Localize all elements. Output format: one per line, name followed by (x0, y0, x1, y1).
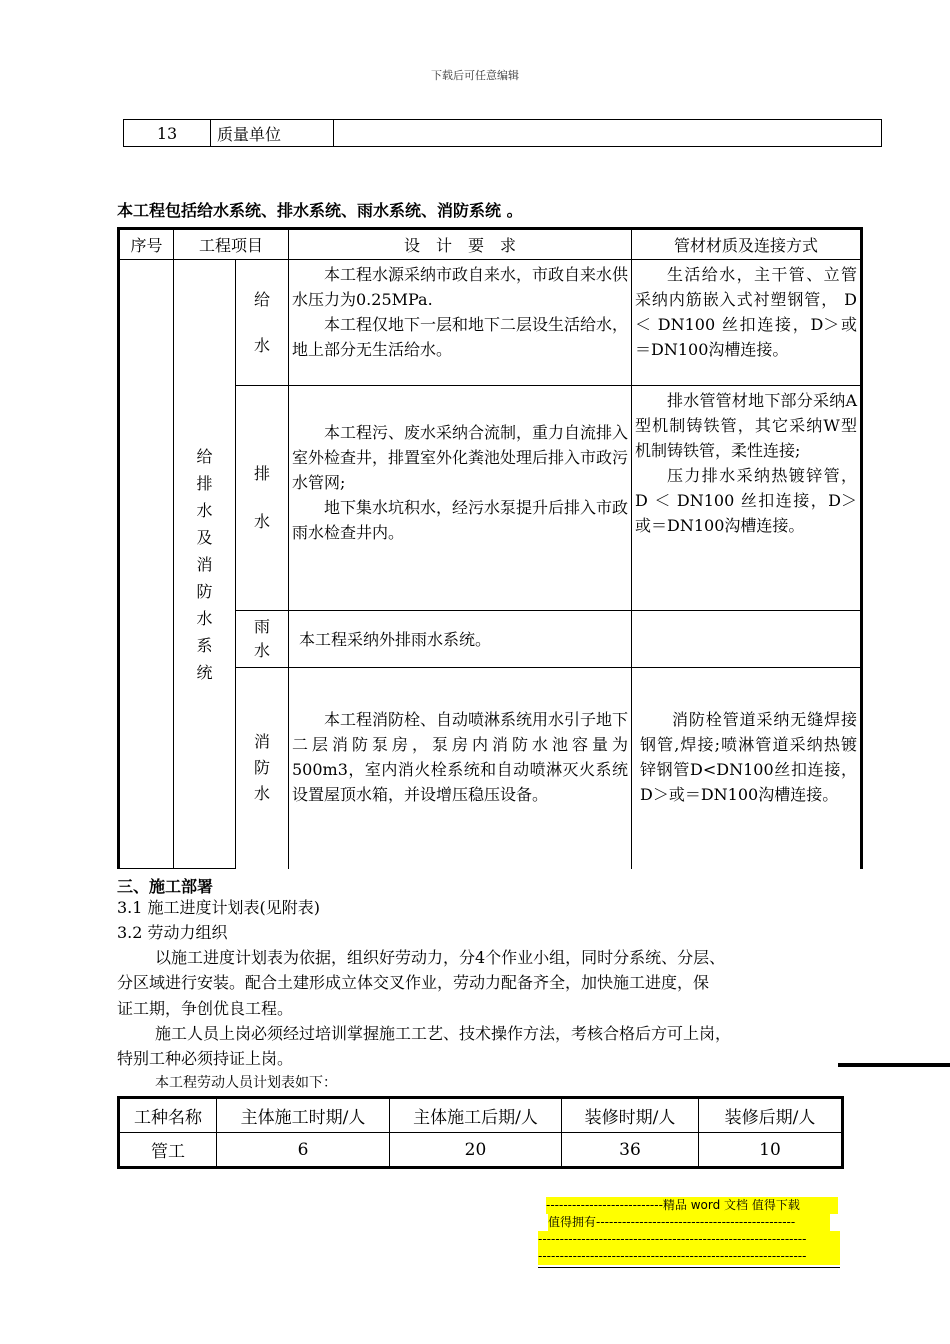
label-char: 水 (253, 784, 270, 804)
design-fire-water (289, 668, 632, 869)
material-rainwater (632, 611, 862, 668)
header-material: 管材材质及连接方式 (632, 229, 862, 260)
paragraph-line: 施工人员上岗必须经过培训掌握施工工艺、技术操作方法，考核合格后方可上岗， (155, 1024, 732, 1043)
group-char: 统 (196, 662, 213, 682)
labor-header: 工种名称 (119, 1098, 217, 1133)
header-design: 设 计 要 求 (289, 229, 632, 260)
label-char: 排 (253, 464, 270, 483)
paragraph-line: 分区域进行安装。配合土建形成立体交叉作业，劳动力配备齐全，加快施工进度，保 (117, 973, 710, 992)
row-label-water-supply (236, 260, 289, 386)
scope-heading: 本工程包括给水系统、排水系统、雨水系统、消防系统 。 (117, 201, 523, 220)
subsection-schedule: 3.1 施工进度计划表(见附表) (117, 898, 321, 917)
labor-intro: 本工程劳动人员计划表如下： (155, 1075, 337, 1091)
design-paragraph: 本工程消防栓、自动喷淋系统用水引子地下二层消防泵房，泵房内消防水池容量为500m3，室内消火栓系统和自动喷淋灭火系统设置屋顶水箱，并设增压稳压设备。 (292, 710, 629, 805)
material-paragraph: 排水管管材地下部分采纳A型机制铸铁管，其它采纳W型机制铸铁管，柔性连接; (635, 391, 857, 460)
system-design-table (117, 227, 863, 869)
row-number: 13 (124, 120, 211, 147)
group-char: 排 (196, 473, 213, 493)
promo-line: 值得拥有---------------------------------------------- (548, 1214, 830, 1231)
promo-block (538, 1197, 840, 1268)
row-item: 质量单位 (211, 120, 334, 147)
labor-cell: 6 (217, 1133, 390, 1168)
label-char: 水 (253, 641, 270, 660)
group-char: 水 (196, 500, 213, 520)
design-paragraph: 本工程水源采纳市政自来水，市政自来水供水压力为0.25MPa. (292, 265, 629, 309)
design-paragraph: 本工程污、废水采纳合流制，重力自流排入室外检查井，排置室外化粪池处理后排入市政污水管网; (292, 422, 629, 492)
labor-header: 装修时期/人 (562, 1098, 699, 1133)
promo-line: -------------------------------------------------------------- (538, 1248, 840, 1265)
label-char: 水 (253, 512, 270, 531)
paragraph-line: 以施工进度计划表为依据，组织好劳动力，分4个作业小组，同时分系统、分层、 (155, 948, 726, 967)
group-char: 消 (196, 554, 213, 574)
group-char: 给 (196, 446, 213, 466)
label-char: 雨 (253, 617, 270, 636)
promo-line: ---------------------------精品 word 文档 值得下载 (546, 1197, 838, 1214)
labor-plan-table (117, 1096, 844, 1169)
group-char: 及 (196, 527, 213, 547)
material-paragraph: 生活给水，主干管、立管采纳内筋嵌入式衬塑钢管， D ＜ DN100 丝扣连接，D＞或＝DN100沟槽连接。 (635, 265, 857, 359)
material-paragraph: 消防栓管道采纳无缝焊接钢管,焊接;喷淋管道采纳热镀锌钢管D<DN100丝扣连接，D＞或＝DN100沟槽连接。 (640, 710, 857, 805)
group-label (174, 260, 236, 869)
labor-cell: 20 (390, 1133, 562, 1168)
design-water-supply (289, 260, 632, 386)
margin-bar (838, 1063, 950, 1067)
label-char: 给 (253, 289, 270, 309)
labor-cell: 10 (699, 1133, 843, 1168)
paragraph-line: 特别工种必须持证上岗。 (117, 1049, 294, 1068)
subsection-labor: 3.2 劳动力组织 (117, 923, 228, 942)
header-project: 工程项目 (174, 229, 289, 260)
quality-unit-table (123, 119, 882, 147)
labor-header: 装修后期/人 (699, 1098, 843, 1133)
design-drainage (289, 386, 632, 611)
design-paragraph: 本工程仅地下一层和地下二层设生活给水，地上部分无生活给水。 (292, 315, 629, 359)
header-note: 下载后可任意编辑 (431, 69, 519, 82)
index-cell (119, 260, 174, 869)
group-char: 防 (196, 581, 213, 601)
labor-header: 主体施工时期/人 (217, 1098, 390, 1133)
design-rainwater (289, 611, 632, 668)
labor-cell: 36 (562, 1133, 699, 1168)
row-label-rainwater (236, 611, 289, 668)
material-water-supply (632, 260, 862, 386)
group-char: 水 (196, 608, 213, 628)
label-char: 消 (253, 732, 270, 752)
header-index: 序号 (119, 229, 174, 260)
design-paragraph: 地下集水坑积水，经污水泵提升后排入市政雨水检查井内。 (292, 497, 629, 542)
paragraph-line: 证工期，争创优良工程。 (117, 999, 294, 1018)
labor-cell: 管工 (119, 1133, 217, 1168)
material-fire-water (632, 668, 862, 869)
promo-underline (538, 1267, 840, 1268)
label-char: 水 (253, 335, 270, 355)
row-label-drainage (236, 386, 289, 611)
section-heading: 三、施工部署 (117, 877, 214, 896)
material-drainage (632, 386, 862, 611)
material-paragraph: 压力排水采纳热镀锌管， D ＜ DN100 丝扣连接，D＞或＝DN100沟槽连接。 (635, 466, 857, 535)
design-paragraph: 本工程采纳外排雨水系统。 (299, 629, 492, 649)
promo-line: -------------------------------------------------------------- (538, 1231, 840, 1248)
label-char: 防 (253, 758, 270, 778)
group-char: 系 (196, 635, 213, 655)
row-label-fire-water (236, 668, 289, 869)
row-value (334, 120, 882, 147)
labor-header: 主体施工后期/人 (390, 1098, 562, 1133)
